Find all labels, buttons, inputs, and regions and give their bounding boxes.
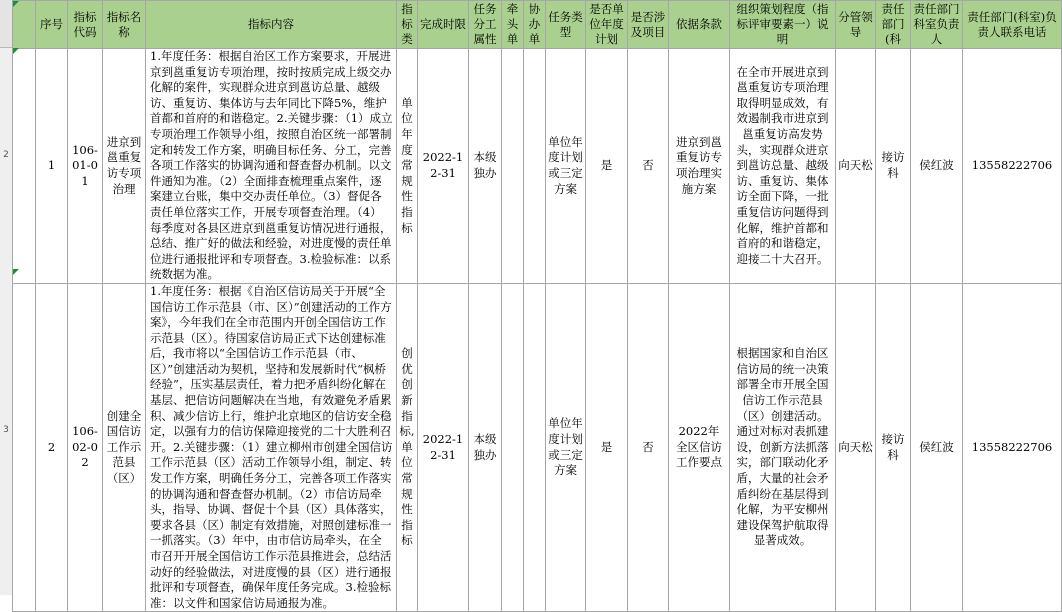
cell-category[interactable]: 创优创新指标,单位常规性指标	[397, 283, 418, 611]
header-leader[interactable]: 分管领导	[836, 1, 876, 49]
cell-basis[interactable]: 2022年全区信访工作要点	[669, 283, 730, 611]
cell-annual-plan[interactable]: 是	[586, 283, 628, 611]
cell-dept[interactable]: 接访科	[876, 49, 911, 284]
cell-attribute[interactable]: 本级独办	[469, 49, 502, 284]
cell-person[interactable]: 侯红波	[911, 283, 963, 611]
cell-project[interactable]: 否	[628, 49, 669, 284]
header-category[interactable]: 指标类	[397, 1, 418, 49]
cell-deadline[interactable]: 2022-12-31	[418, 49, 469, 284]
header-content[interactable]: 指标内容	[146, 1, 397, 49]
cell-seq[interactable]: 2	[36, 283, 68, 611]
row-number-2[interactable]: 2	[3, 150, 9, 160]
header-blank[interactable]	[13, 1, 36, 49]
cell-deadline[interactable]: 2022-12-31	[418, 283, 469, 611]
header-assist[interactable]: 协办单	[524, 1, 546, 49]
row-number-3[interactable]: 3	[3, 425, 9, 435]
cell-project[interactable]: 否	[628, 283, 669, 611]
cell-assist[interactable]	[524, 49, 546, 284]
header-project[interactable]: 是否涉及项目	[628, 1, 669, 49]
cell-marker-icon	[13, 1, 19, 7]
header-seq[interactable]: 序号	[36, 1, 68, 49]
cell-blank[interactable]	[13, 49, 36, 284]
header-dept[interactable]: 责任部门(科	[876, 1, 911, 49]
cell-basis[interactable]: 进京到邕重复访专项治理实施方案	[669, 49, 730, 284]
header-task-type[interactable]: 任务类型	[546, 1, 586, 49]
cell-task-type[interactable]: 单位年度计划或三定方案	[546, 283, 586, 611]
table-row[interactable]	[13, 283, 1062, 611]
cell-person[interactable]: 侯红波	[911, 49, 963, 284]
cell-content[interactable]: 1.年度任务：根据自治区工作方案要求，开展进京到邕重复访专项治理，按时按质完成上级交办化解的案件，实现群众进京到邕访总量、越级访、重复访、集体访与去年同比下降5%，维护首都和首府的和谐稳定。2.关键步骤：（1）成立专项治理工作领导小组，按照自治区统一部署制定和转发工作方案，明确目标任务、分工，完善各项工作落实的协调沟通和督查督办机制。以文件通知为准。（2）全面排查梳理重点案件，逐案建立台账，集中交办责任单位。（3）督促各责任单位落实工作，开展专项督查治理。（4）每季度对各县区进京到邕重复访情况进行通报，总结、推广好的做法和经验，对进度慢的责任单位进行通报批评和专项督查。3.检验标准：以系统数据为准。	[146, 49, 397, 284]
header-attribute[interactable]: 任务分工属性	[469, 1, 502, 49]
table-row[interactable]	[13, 49, 1062, 284]
cell-dept[interactable]: 接访科	[876, 283, 911, 611]
cell-phone[interactable]: 13558222706	[963, 283, 1062, 611]
header-phone[interactable]: 责任部门(科室)负责人联系电话	[963, 1, 1062, 49]
header-row	[13, 1, 1062, 49]
cell-blank[interactable]	[13, 283, 36, 611]
cell-name[interactable]: 进京到邕重复访专项治理	[103, 49, 146, 284]
cell-attribute[interactable]: 本级独办	[469, 283, 502, 611]
indicator-table	[12, 0, 1062, 612]
cell-name[interactable]: 创建全国信访工作示范县（区）	[103, 283, 146, 611]
cell-leader[interactable]: 向天松	[836, 283, 876, 611]
cell-phone[interactable]: 13558222706	[963, 49, 1062, 284]
cell-lead[interactable]	[502, 283, 524, 611]
header-name[interactable]: 指标名称	[103, 1, 146, 49]
header-person[interactable]: 责任部门科室负责人	[911, 1, 963, 49]
header-lead[interactable]: 牵头单	[502, 1, 524, 49]
cell-category[interactable]: 单位年度常规性指标	[397, 49, 418, 284]
cell-marker-icon	[13, 269, 19, 275]
cell-annual-plan[interactable]: 是	[586, 49, 628, 284]
header-deadline[interactable]: 完成时限	[418, 1, 469, 49]
cell-leader[interactable]: 向天松	[836, 49, 876, 284]
cell-code[interactable]: 106-02-02	[68, 283, 103, 611]
cell-lead[interactable]	[502, 49, 524, 284]
cell-explanation[interactable]: 根据国家和自治区信访局的统一决策部署全市开展全国信访工作示范县（区）创建活动。通过对标对表抓建设，创新方法抓落实，部门联动化矛盾，大量的社会矛盾纠纷在基层得到化解，为平安柳州建设保驾护航取得显著成效。	[730, 283, 836, 611]
cell-seq[interactable]: 1	[36, 49, 68, 284]
cell-explanation[interactable]: 在全市开展进京到邕重复访专项治理取得明显成效，有效遏制我市进京到邕重复访高发势头，实现群众进京到邕访总量、越级访、重复访、集体访全面下降，一批重复信访问题得到化解，维护首都和首府的和谐稳定，迎接二十大召开。	[730, 49, 836, 284]
cell-assist[interactable]	[524, 283, 546, 611]
header-basis[interactable]: 依据条款	[669, 1, 730, 49]
cell-marker-icon	[13, 48, 19, 54]
cell-task-type[interactable]: 单位年度计划或三定方案	[546, 49, 586, 284]
cell-content[interactable]: 1.年度任务：根据《自治区信访局关于开展“全国信访工作示范县（市、区）”创建活动的工作方案》，今年我们在全市范围内开创全国信访工作示范县（区）。待国家信访局正式下达创建标准后，我市将以“全国信访工作示范县（市、区）”创建活动为契机，坚持和发展新时代“枫桥经验”，压实基层责任，着力把矛盾纠纷化解在基层、把信访问题解决在当地，有效避免矛盾累积、减少信访上行，维护北京地区的信访安全稳定，以强有力的信访保障迎接党的二十大胜利召开。2.关键步骤：（1）建立柳州市创建全国信访工作示范县（区）活动工作领导小组，制定、转发工作方案，明确任务分工，完善各项工作落实的协调沟通和督查督办机制。（2）市信访局牵头，指导、协调、督促十个县（区）具体落实，要求各县（区）制定有效措施，对照创建标准一一抓落实。（3）年中，由市信访局牵头，在全市召开开展全国信访工作示范县推进会，总结活动好的经验做法，对进度慢的县（区）进行通报批评和专项督查，确保年度任务完成。3.检验标准：以文件和国家信访局通报为准。	[146, 283, 397, 611]
select-all-corner[interactable]	[0, 0, 12, 48]
header-annual-plan[interactable]: 是否单位年度计划	[586, 1, 628, 49]
cell-code[interactable]: 106-01-01	[68, 49, 103, 284]
header-explanation[interactable]: 组织策划程度（指标评审要素一）说明	[730, 1, 836, 49]
header-code[interactable]: 指标代码	[68, 1, 103, 49]
